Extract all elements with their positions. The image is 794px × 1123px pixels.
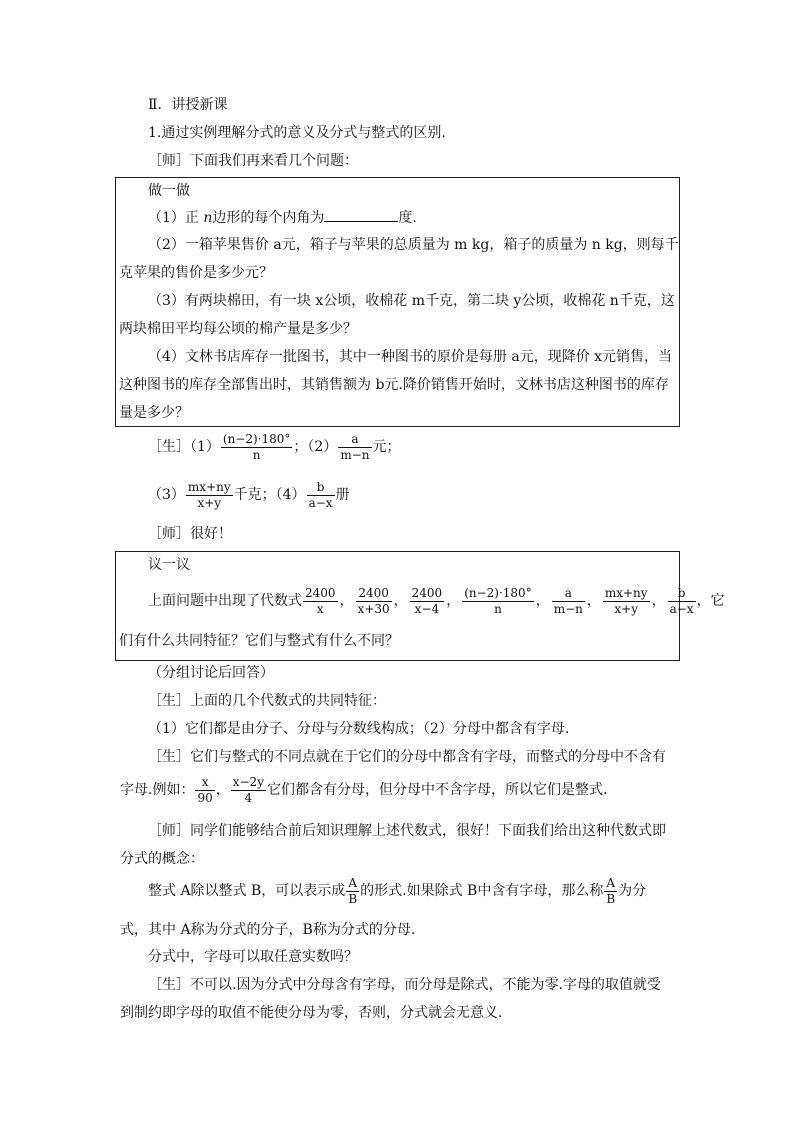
fraction: $\frac{A}{B}$ (348, 875, 358, 906)
answer-blank (324, 208, 398, 222)
box-zuo-yi-zuo (115, 177, 680, 427)
separator: ， (446, 593, 461, 609)
fraction: $\frac{2400}{x-4}$ (411, 585, 443, 616)
box1-q4-line2: 这种图书的库存全部售出时，其销售额为 b元.降价销售开始时，文林书店这种图书的库存 (119, 377, 669, 393)
section-title: Ⅱ．讲授新课 (148, 97, 228, 113)
box2-title: 议一议 (148, 557, 190, 573)
separator: ， (535, 593, 550, 609)
teacher-line-3b: 分式的概念： (120, 851, 204, 867)
fraction: $\frac{2400}{x+30}$ (357, 585, 390, 616)
answer-line-1: ［生］不可以.因为分式中分母含有字母，而分母是除式，不能为零.字母的取值就受 (148, 977, 661, 993)
fraction: $\frac{(n-2)\cdot 180^\circ}{n}$ (222, 431, 291, 462)
fraction: $\frac{b}{a-x}$ (669, 585, 694, 616)
fraction: $\frac{mx+ny}{x+y}$ (604, 585, 648, 616)
box2-line1: 上面问题中出现了代数式 $\frac{2400}{x}$ ， $\frac{2400}{x+30}$ ， $\frac{2400}{x-4}$ ， $\frac{(n-2)\cdot 180^\circ}{n}$ ， $\frac{a}{m-n}$ ， $\frac{mx+ny}{x+y}$ ， $\frac{b}{a-x}$ ，它 (148, 584, 725, 618)
point-1: 1.通过实例理解分式的意义及分式与整式的区别. (148, 125, 446, 141)
student-line-2: ［生］上面的几个代数式的共同特征： (148, 693, 386, 709)
box1-q3-line1: （3）有两块棉田，有一块 x公顷，收棉花 m千克，第二块 y公顷，收棉花 n千克，这 (148, 293, 675, 309)
question-line: 分式中，字母可以取任意实数吗？ (148, 949, 358, 965)
box1-q2-line2: 克苹果的售价是多少元？ (119, 265, 273, 281)
separator: ， (586, 593, 601, 609)
box1-q4-line3: 量是多少？ (119, 405, 189, 421)
teacher-line-2: ［师］很好！ (148, 526, 232, 542)
fraction: $\frac{A}{B}$ (606, 875, 616, 906)
group-note: （分组讨论后回答） (148, 665, 274, 681)
fraction: $\frac{(n-2)\cdot 180^\circ}{n}$ (464, 585, 532, 616)
answer-line-2: 到制约即字母的取值不能使分母为零，否则，分式就会无意义. (120, 1005, 503, 1021)
fraction: $\frac{a}{m-n}$ (553, 585, 583, 616)
fraction: $\frac{x}{90}$ (197, 774, 213, 805)
box2-line2: 们有什么共同特征？它们与整式有什么不同？ (119, 633, 399, 649)
student-line-3a: ［生］它们与整式的不同点就在于它们的分母中都含有字母，而整式的分母中不含有 (148, 749, 666, 765)
box1-q4-line1: （4）文林书店库存一批图书，其中一种图书的原价是每册 a元，现降价 x元销售，当 (148, 349, 673, 365)
teacher-line-3a: ［师］同学们能够结合前后知识理解上述代数式，很好！下面我们给出这种代数式即 (148, 823, 666, 839)
student-line-2-detail: （1）它们都是由分子、分母与分数线构成；（2）分母中都含有字母. (148, 721, 570, 737)
separator: ， (339, 593, 354, 609)
definition-line-2: 式，其中 A称为分式的分子，B称为分式的分母. (120, 922, 416, 938)
teacher-line-1: ［师］下面我们再来看几个问题： (148, 153, 358, 169)
box1-title: 做一做 (148, 183, 190, 199)
student-line-3b: 字母.例如： $\frac{x}{90}$ ， $\frac{x-2y}{4}$ 它们都含有分母，但分母中不含字母，所以它们是整式. (120, 774, 608, 805)
fraction: $\frac{2400}{x}$ (305, 585, 336, 616)
student-answer-1: ［生］（1） $\frac{(n-2)\cdot 180^\circ}{n}$ ；（2） $\frac{a}{m-n}$ 元； (148, 431, 401, 462)
student-answer-1b: （3） $\frac{mx+ny}{x+y}$ 千克；（4） $\frac{b}{a-x}$ 册 (148, 479, 350, 510)
fraction: $\frac{x-2y}{4}$ (232, 774, 264, 805)
separator: ， (651, 593, 666, 609)
box1-q1: （1）正 n边形的每个内角为 度. (148, 210, 417, 226)
fraction: $\frac{a}{m-n}$ (340, 431, 370, 462)
fraction: $\frac{mx+ny}{x+y}$ (187, 479, 231, 510)
definition-line-1: 整式 A除以整式 B，可以表示成 $\frac{A}{B}$ 的形式.如果除式 B中含有字母，那么称 $\frac{A}{B}$ 为分 (148, 875, 647, 906)
fraction: $\frac{b}{a-x}$ (308, 479, 333, 510)
separator: ， (393, 593, 408, 609)
box1-q3-line2: 两块棉田平均每公顷的棉产量是多少？ (119, 321, 357, 337)
box1-q2-line1: （2）一箱苹果售价 a元，箱子与苹果的总质量为 m kg，箱子的质量为 n kg，则每千 (148, 237, 679, 253)
box-yi-yi-yi (115, 551, 725, 661)
